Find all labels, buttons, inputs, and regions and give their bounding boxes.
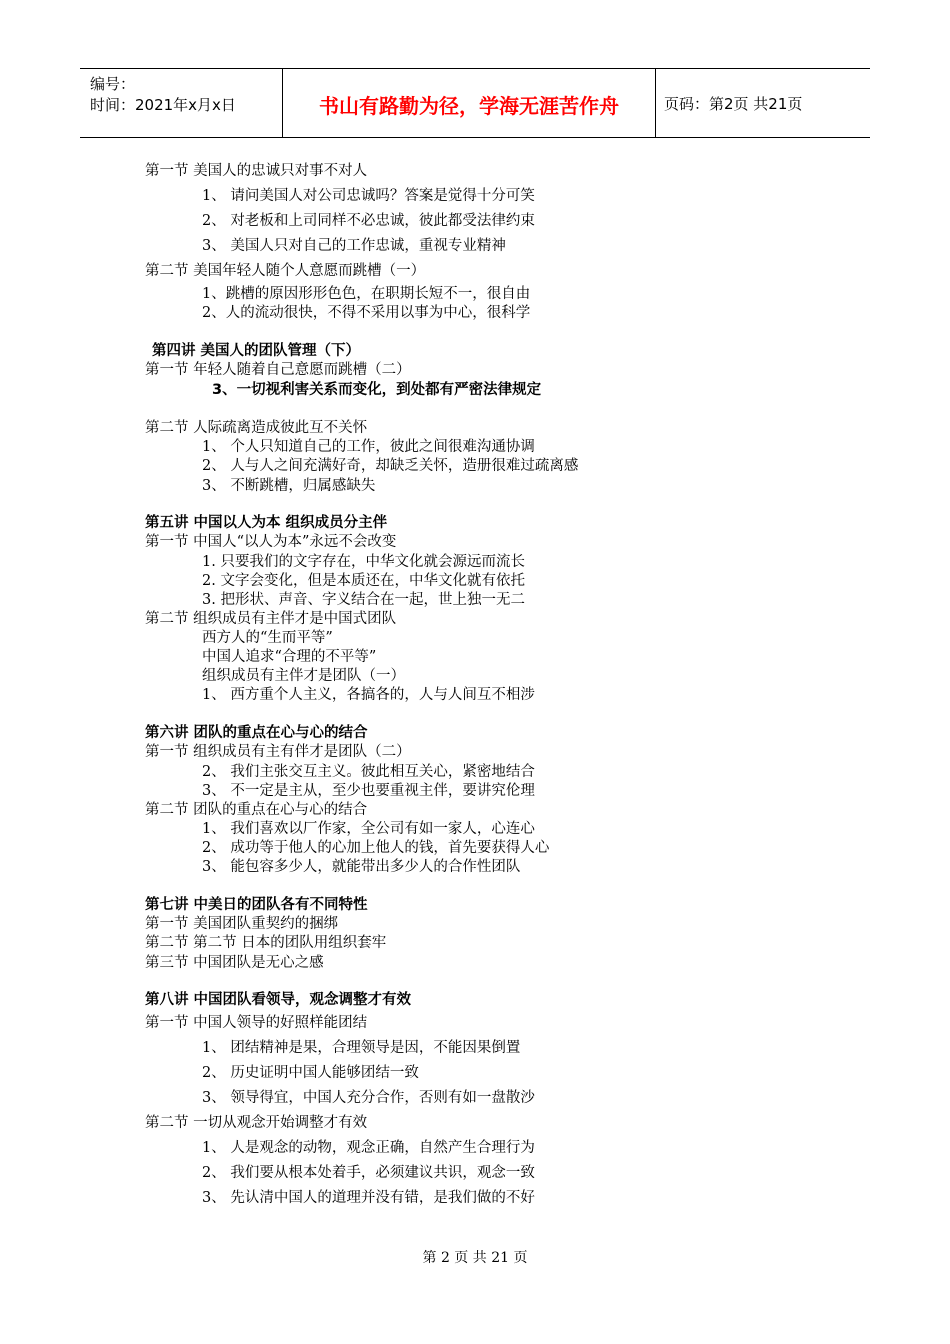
section-line: 第三节 中国团队是无心之感 — [145, 955, 324, 971]
list-item: 3. 把形状、声音、字义结合在一起，世上独一无二 — [202, 592, 525, 608]
lecture-heading: 第六讲 团队的重点在心与心的结合 — [145, 725, 368, 741]
lecture-heading: 第四讲 美国人的团队管理（下） — [152, 343, 361, 359]
section-line: 第二节 组织成员有主伴才是中国式团队 — [145, 611, 397, 627]
section-line: 第一节 中国人领导的好照样能团结 — [145, 1015, 368, 1031]
list-item: 3、 美国人只对自己的工作忠诚，重视专业精神 — [202, 238, 506, 254]
list-item: 1、跳槽的原因形形色色，在职期长短不一，很自由 — [202, 286, 531, 302]
list-item: 3、 不断跳槽，归属感缺失 — [202, 478, 376, 494]
list-item: 2、 历史证明中国人能够团结一致 — [202, 1065, 419, 1081]
list-item: 3、 不一定是主从，至少也要重视主伴，要讲究伦理 — [202, 783, 535, 799]
list-item: 1、 人是观念的动物，观念正确，自然产生合理行为 — [202, 1140, 535, 1156]
list-item: 2、人的流动很快，不得不采用以事为中心，很科学 — [202, 305, 531, 321]
header-motto-cell — [283, 69, 656, 137]
section-line: 第二节 美国年轻人随个人意愿而跳槽（一） — [145, 263, 426, 279]
page-footer: 第 2 页 共 21 页 — [422, 1250, 528, 1266]
list-item: 中国人追求“合理的不平等” — [202, 649, 377, 665]
header-page-cell — [656, 69, 870, 137]
list-item: 2、 人与人之间充满好奇，却缺乏关怀，造册很难过疏离感 — [202, 458, 579, 474]
document-date: 时间：2021年x月x日 — [90, 96, 236, 114]
section-line: 第一节 中国人“以人为本”永远不会改变 — [145, 534, 397, 550]
section-line: 第一节 美国人的忠诚只对事不对人 — [145, 163, 368, 179]
section-line: 第一节 组织成员有主有伴才是团队（二） — [145, 744, 411, 760]
lecture-heading: 第五讲 中国以人为本 组织成员分主伴 — [145, 515, 388, 531]
list-item: 3、 领导得宜，中国人充分合作，否则有如一盘散沙 — [202, 1090, 535, 1106]
list-item: 1. 只要我们的文字存在，中华文化就会源远而流长 — [202, 554, 525, 570]
section-line: 第二节 团队的重点在心与心的结合 — [145, 802, 368, 818]
section-line: 第一节 美国团队重契约的捆绑 — [145, 916, 339, 932]
list-item: 1、 团结精神是果，合理领导是因，不能因果倒置 — [202, 1040, 521, 1056]
list-item: 1、 请问美国人对公司忠诚吗？答案是觉得十分可笑 — [202, 188, 535, 204]
list-item: 2. 文字会变化，但是本质还在，中华文化就有依托 — [202, 573, 525, 589]
section-line: 第二节 第二节 日本的团队用组织套牢 — [145, 935, 387, 951]
list-item: 西方人的“生而平等” — [202, 630, 333, 646]
list-item: 3、 先认清中国人的道理并没有错，是我们做的不好 — [202, 1190, 535, 1206]
list-item: 2、 我们要从根本处着手，必须建议共识，观念一致 — [202, 1165, 535, 1181]
list-item: 2、 对老板和上司同样不必忠诚，彼此都受法律约束 — [202, 213, 535, 229]
list-item: 2、 我们主张交互主义。彼此相互关心，紧密地结合 — [202, 764, 535, 780]
header-meta-cell — [80, 69, 283, 137]
list-item: 3、 能包容多少人，就能带出多少人的合作性团队 — [202, 859, 521, 875]
header-page-info: 页码：第2页 共21页 — [664, 95, 803, 113]
lecture-heading: 第八讲 中国团队看领导，观念调整才有效 — [145, 992, 412, 1008]
list-item: 1、 我们喜欢以厂作家，全公司有如一家人，心连心 — [202, 821, 535, 837]
section-line: 第二节 一切从观念开始调整才有效 — [145, 1115, 368, 1131]
section-line: 第一节 年轻人随着自己意愿而跳槽（二） — [145, 362, 411, 378]
list-item: 组织成员有主伴才是团队（一） — [202, 668, 405, 684]
section-line: 第二节 人际疏离造成彼此互不关怀 — [145, 420, 368, 436]
list-item: 1、 西方重个人主义，各搞各的，人与人间互不相涉 — [202, 687, 535, 703]
list-item: 2、 成功等于他人的心加上他人的钱，首先要获得人心 — [202, 840, 550, 856]
list-item: 1、 个人只知道自己的工作，彼此之间很难沟通协调 — [202, 439, 535, 455]
lecture-heading: 3、一切视利害关系而变化，到处都有严密法律规定 — [212, 382, 542, 398]
lecture-heading: 第七讲 中美日的团队各有不同特性 — [145, 897, 368, 913]
header-motto: 书山有路勤为径，学海无涯苦作舟 — [319, 94, 619, 118]
document-number-label: 编号： — [90, 75, 136, 93]
page-header — [80, 68, 870, 138]
